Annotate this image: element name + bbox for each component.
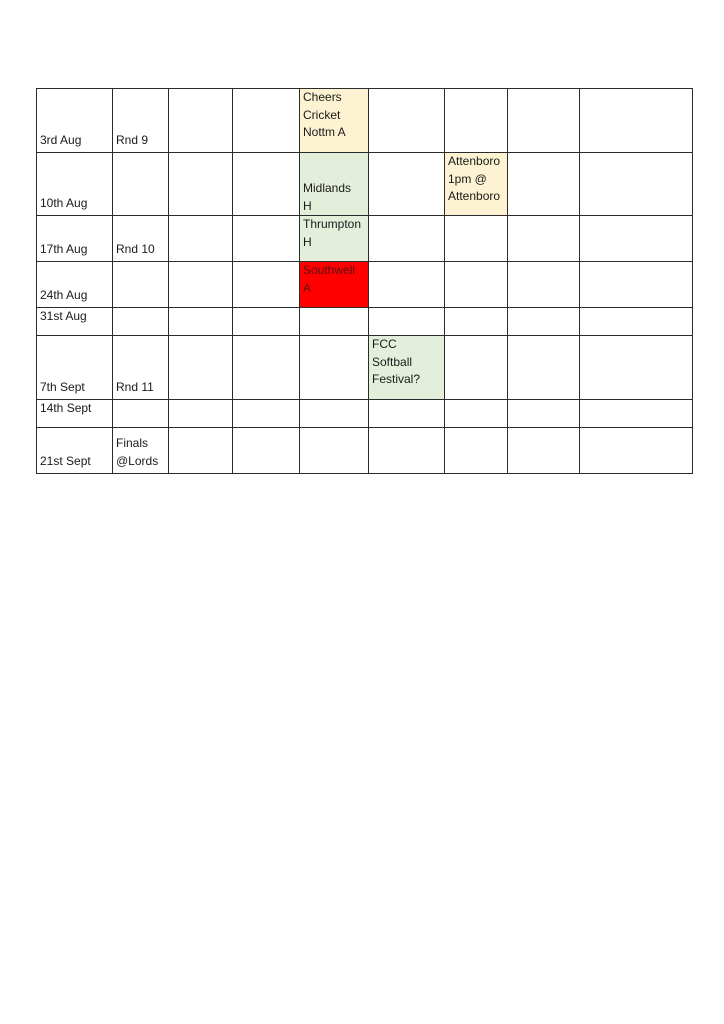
table-cell [445,336,508,400]
table-cell [300,400,369,428]
round-cell [113,153,169,216]
table-row [37,262,693,308]
table-cell [369,308,445,336]
table-row [37,336,693,400]
table-cell [233,89,300,153]
table-row [37,400,693,428]
fixtures-table [36,88,693,474]
fixture-cell: Attenboro 1pm @ Attenboro [445,153,508,216]
round-cell: Rnd 9 [113,89,169,153]
table-row [37,428,693,474]
table-cell [580,262,693,308]
table-cell [508,262,580,308]
table-cell [233,400,300,428]
fixture-cell: Southwell A [300,262,369,308]
table-cell [169,428,233,474]
table-cell [233,153,300,216]
round-cell [113,308,169,336]
table-cell [233,428,300,474]
table-row [37,89,693,153]
table-cell [445,216,508,262]
date-cell: 3rd Aug [37,89,113,153]
table-cell [508,400,580,428]
date-cell: 14th Sept [37,400,113,428]
table-cell [445,262,508,308]
date-cell: 31st Aug [37,308,113,336]
date-cell: 24th Aug [37,262,113,308]
table-cell [233,308,300,336]
table-cell [445,400,508,428]
fixture-cell: FCC Softball Festival? [369,336,445,400]
table-cell [169,336,233,400]
table-cell [508,153,580,216]
table-cell [169,400,233,428]
table-cell [445,428,508,474]
table-cell [508,428,580,474]
table-cell [580,428,693,474]
table-cell [580,336,693,400]
table-cell [369,153,445,216]
table-cell [445,89,508,153]
table-row [37,216,693,262]
date-cell: 21st Sept [37,428,113,474]
table-cell [369,262,445,308]
table-cell [369,400,445,428]
round-cell: Finals @Lords [113,428,169,474]
date-cell: 10th Aug [37,153,113,216]
table-cell [508,336,580,400]
table-cell [508,89,580,153]
round-cell: Rnd 10 [113,216,169,262]
table-cell [169,216,233,262]
table-cell [580,153,693,216]
round-cell: Rnd 11 [113,336,169,400]
table-cell [169,153,233,216]
date-cell: 7th Sept [37,336,113,400]
table-cell [300,336,369,400]
table-cell [169,308,233,336]
table-cell [233,216,300,262]
fixture-cell: Midlands H [300,153,369,216]
table-cell [580,89,693,153]
table-cell [233,262,300,308]
table-cell [169,89,233,153]
fixture-cell: Thrumpton H [300,216,369,262]
table-cell [169,262,233,308]
table-row [37,308,693,336]
round-cell [113,262,169,308]
table-cell [369,89,445,153]
table-cell [445,308,508,336]
table-cell [580,216,693,262]
table-cell [580,308,693,336]
fixture-cell: Cheers Cricket Nottm A [300,89,369,153]
table-row [37,153,693,216]
table-cell [508,308,580,336]
table-cell [300,308,369,336]
round-cell [113,400,169,428]
table-cell [369,428,445,474]
table-cell [233,336,300,400]
table-cell [580,400,693,428]
table-cell [369,216,445,262]
date-cell: 17th Aug [37,216,113,262]
table-cell [300,428,369,474]
table-cell [508,216,580,262]
